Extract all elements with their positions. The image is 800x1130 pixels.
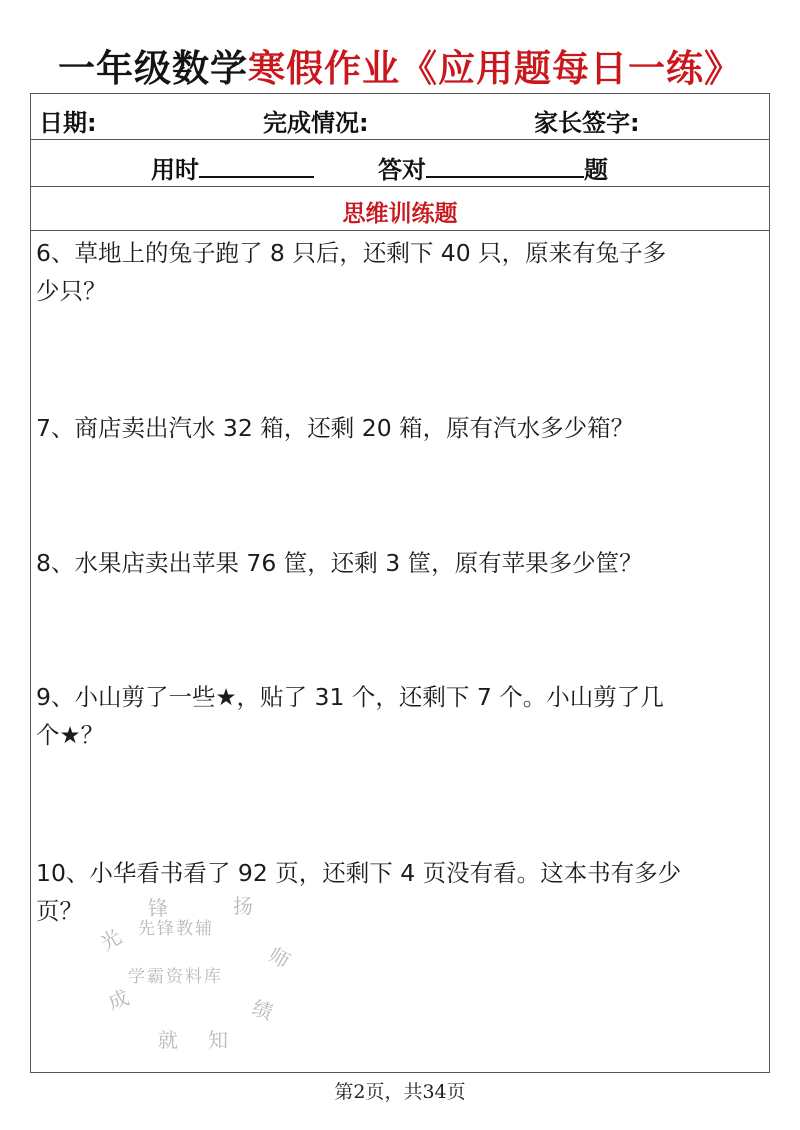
question-7 [36,409,768,447]
question-line: 少只？ [36,277,107,305]
date-label: 日期: [39,109,97,137]
watermark-line2: 学霸资料库 [128,967,223,987]
section-title: 思维训练题 [342,201,458,227]
watermark-stamp: 光 锋 扬 师 成 绩 就 知 先锋教辅 学霸资料库 [96,894,294,1052]
worksheet-frame [30,93,770,1073]
question-line: 个★？ [36,721,105,749]
question-6 [36,234,768,310]
questions-suffix: 题 [584,156,608,184]
time-row [31,140,769,187]
time-blank[interactable] [199,154,314,178]
correct-field[interactable] [378,150,608,185]
title-grade: 一年级数学 [58,47,248,90]
section-row [31,187,769,231]
question-line: 9、小山剪了一些★，贴了 31 个，还剩下 7 个。小山剪了几 [36,683,664,711]
title-subject: 寒假作业《应用题每日一练》 [248,47,742,90]
question-9 [36,678,768,754]
time-field[interactable] [151,150,314,185]
watermark-line1: 先锋教辅 [138,919,214,939]
question-line: 8、水果店卖出苹果 76 筐，还剩 3 筐，原有苹果多少筐？ [36,549,643,577]
question-line: 7、商店卖出汽水 32 箱，还剩 20 箱，原有汽水多少箱？ [36,414,635,442]
question-10 [36,854,768,930]
question-line: 页？ [36,897,83,925]
parent-sign-label: 家长签字: [534,109,640,137]
page-title [0,38,800,92]
question-8 [36,544,768,582]
info-row [31,94,769,140]
page-number: 第2页，共34页 [334,1081,466,1103]
question-line: 6、草地上的兔子跑了 8 只后，还剩下 40 只，原来有兔子多 [36,239,667,267]
question-line: 10、小华看书看了 92 页，还剩下 4 页没有看。这本书有多少 [36,859,682,887]
correct-blank[interactable] [426,154,584,178]
status-label: 完成情况: [263,109,369,137]
correct-label: 答对 [378,156,426,184]
time-label: 用时 [151,156,199,184]
